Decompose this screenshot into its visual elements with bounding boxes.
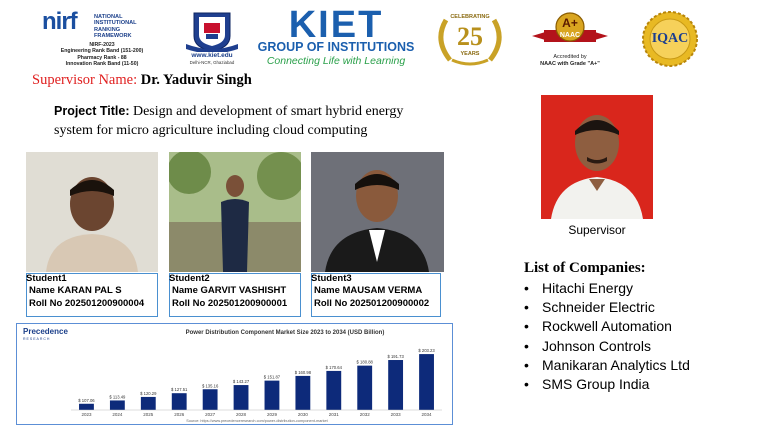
chart-bar (295, 376, 310, 410)
chart-tick-label: 2033 (390, 412, 401, 417)
nirf-line1: NATIONAL (94, 14, 123, 20)
project-title-text: Design and development of smart hybrid energy system for micro agriculture including cloud computing (54, 104, 404, 138)
naac-accredited-line1: Accredited by (553, 54, 587, 60)
project-title-label: Project Title: (54, 104, 130, 118)
companies-heading: List of Companies: (524, 260, 646, 276)
chart-tick-label: 2030 (297, 412, 308, 417)
iqac-name: IQAC (651, 31, 689, 46)
chart-bar (419, 354, 434, 410)
student2-photo (169, 152, 301, 272)
chart-tick-label: 2025 (143, 412, 154, 417)
celebrating-25-logo (432, 10, 508, 68)
naac-grade: A+ (562, 16, 578, 30)
student3-name: Name MAUSAM VERMA (314, 285, 423, 296)
nirf-line3: RANKING (94, 26, 121, 33)
aktu-logo (184, 10, 240, 68)
chart-tick-label: 2023 (81, 412, 92, 417)
student1-card (26, 273, 158, 317)
supervisor-name: Dr. Yaduvir Singh (140, 72, 252, 88)
chart-data-label: $ 180.88 (356, 359, 373, 365)
chart-bar (265, 381, 280, 410)
company-item: • Schneider Electric (524, 298, 690, 317)
student3-card (311, 273, 441, 317)
supervisor-caption: Supervisor (568, 223, 626, 237)
chart-data-label: $ 107.06 (78, 397, 95, 403)
kiet-logo (252, 4, 420, 68)
chart-tick-label: 2027 (205, 412, 216, 417)
student1-name: Name KARAN PAL S (29, 285, 122, 296)
nirf-rank4: Innovation Rank Band (11-50) (65, 60, 139, 67)
chart-data-label: $ 160.98 (294, 369, 312, 375)
chart-bar (110, 400, 125, 410)
market-size-chart (16, 323, 453, 425)
student2-roll: Roll No 202501200900001 (172, 298, 288, 309)
chart-bar (141, 397, 156, 410)
celebrating-bottom: YEARS (460, 51, 480, 57)
chart-data-label: $ 113.49 (109, 394, 126, 400)
celebrating-top: CELEBRATING (450, 14, 490, 20)
chart-data-label: $ 143.27 (232, 379, 250, 385)
chart-data-label: $ 120.29 (140, 390, 157, 396)
student1-portrait-icon (26, 152, 158, 272)
student3-tag: Student3 (311, 273, 352, 284)
chart-bar (79, 404, 94, 410)
chart-bar (203, 389, 218, 410)
chart-tick-label: 2029 (266, 412, 277, 417)
chart-bar (326, 371, 341, 410)
chart-bar (172, 393, 187, 410)
student2-card (169, 273, 301, 317)
project-title-block (54, 102, 434, 140)
student2-tag: Student2 (169, 273, 210, 284)
chart-tick-label: 2024 (112, 412, 123, 417)
iqac-logo (636, 10, 704, 68)
chart-data-label: $ 191.73 (387, 354, 404, 360)
student1-tag: Student1 (26, 273, 67, 284)
chart-data-label: $ 170.64 (325, 364, 342, 370)
student1-photo (26, 152, 158, 272)
nirf-rank1: NIRF-2023 (89, 42, 115, 48)
supervisor-label: Supervisor Name: (32, 72, 138, 88)
company-item: • SMS Group India (524, 375, 690, 394)
naac-accredited-line2: NAAC with Grade "A+" (540, 61, 600, 67)
chart-brand: Precedence (23, 327, 68, 336)
chart-bar (388, 360, 403, 410)
chart-tick-label: 2032 (359, 412, 370, 417)
chart-tick-label: 2026 (174, 412, 185, 417)
nirf-logo (42, 10, 154, 68)
chart-tick-label: 2028 (236, 412, 247, 417)
student2-name: Name GARVIT VASHISHT (172, 285, 287, 296)
crest-icon (184, 10, 240, 52)
naac-name: NAAC (559, 32, 581, 39)
supervisor-photo (541, 95, 653, 219)
kiet-name: KIET (288, 4, 384, 46)
chart-bar (234, 385, 249, 410)
nirf-rank2: Engineering Rank Band (151-200) (60, 48, 144, 55)
supervisor-portrait-icon (541, 95, 653, 219)
chart-source: Source: https://www.precedenceresearch.com/power-distribution-component-market (186, 419, 328, 423)
chart-data-label: $ 127.51 (171, 387, 188, 393)
chart-data-label: $ 203.23 (418, 348, 435, 354)
company-item: • Manikaran Analytics Ltd (524, 356, 690, 375)
company-item: • Hitachi Energy (524, 279, 690, 298)
student2-portrait-icon (169, 152, 301, 272)
company-item: • Rockwell Automation (524, 317, 690, 336)
nirf-line4: FRAMEWORK (94, 33, 132, 40)
student3-portrait-icon (311, 152, 444, 272)
aktu-location: Delhi-NCR, Ghaziabad (189, 60, 235, 65)
naac-logo (530, 10, 610, 70)
chart-bars (78, 348, 435, 417)
chart-tick-label: 2031 (328, 412, 339, 417)
student3-photo (311, 152, 444, 272)
student3-roll: Roll No 202501200900002 (314, 298, 430, 309)
nirf-abbr: nirf (42, 8, 77, 35)
companies-list (524, 279, 690, 394)
chart-title: Power Distribution Component Market Size 2023 to 2034 (USD Billion) (185, 330, 385, 336)
chart-brand-sub: RESEARCH (23, 337, 51, 341)
celebrating-number: 25 (457, 22, 483, 51)
student1-roll: Roll No 202501200900004 (29, 298, 145, 309)
kiet-tagline: Connecting Life with Learning (266, 55, 406, 67)
supervisor-name-line (32, 72, 252, 89)
chart-tick-label: 2034 (421, 412, 432, 417)
nirf-line2: INSTITUTIONAL (94, 20, 137, 27)
chart-bar (357, 366, 372, 410)
kiet-sub: GROUP OF INSTITUTIONS (257, 40, 415, 54)
nirf-rank3: Pharmacy Rank - 88 (77, 54, 127, 61)
company-item: • Johnson Controls (524, 337, 690, 356)
chart-data-label: $ 135.16 (201, 383, 219, 389)
aktu-url[interactable]: www.kiet.edu (191, 52, 233, 59)
chart-canvas (17, 324, 452, 424)
chart-data-label: $ 151.87 (263, 374, 281, 380)
